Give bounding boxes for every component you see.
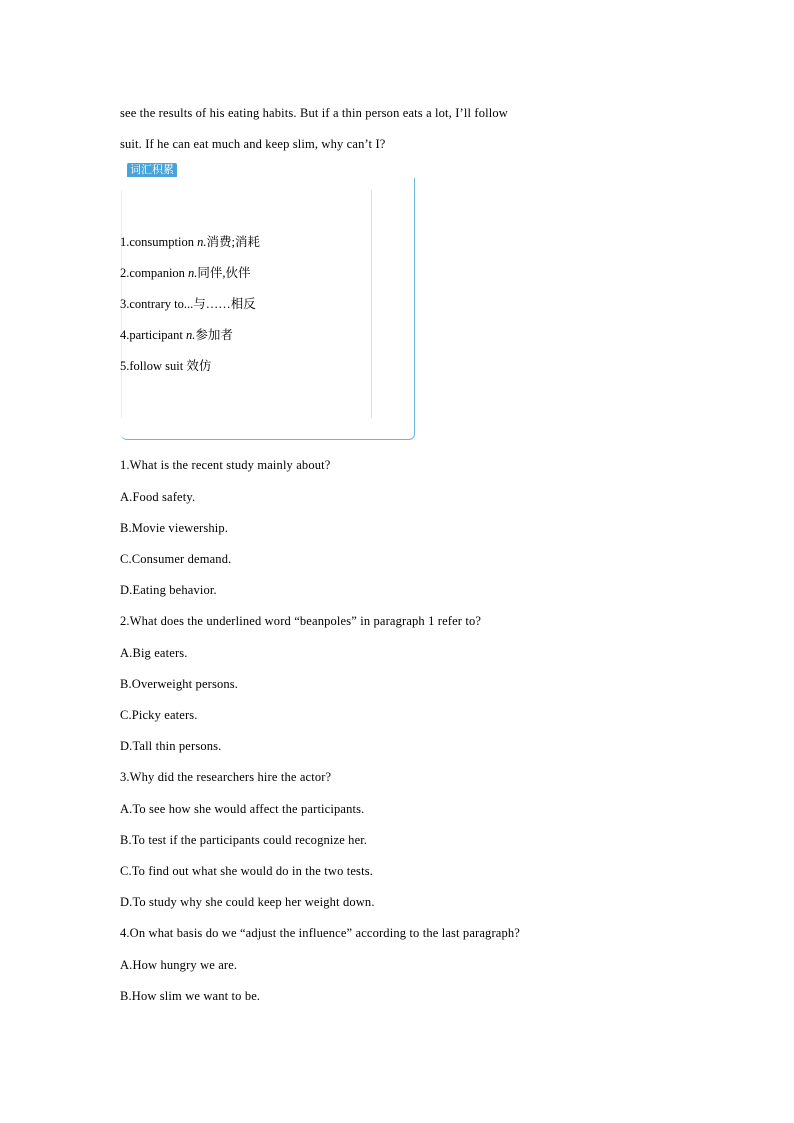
question-stem: 4.On what basis do we “adjust the influence” according to the last paragraph? xyxy=(120,926,520,940)
answer-option[interactable]: B.Movie viewership. xyxy=(120,521,229,535)
question-stem: 3.Why did the researchers hire the actor? xyxy=(120,770,332,784)
answer-option[interactable]: B.Overweight persons. xyxy=(120,677,239,691)
answer-option[interactable]: A.To see how she would affect the participants. xyxy=(120,802,365,816)
answer-option[interactable]: A.How hungry we are. xyxy=(120,958,238,972)
vocab-item: 2.companion n.同伴,伙伴 xyxy=(120,266,251,280)
vocab-item: 1.consumption n.消费;消耗 xyxy=(120,235,260,249)
answer-option[interactable]: D.Tall thin persons. xyxy=(120,739,222,753)
answer-option[interactable]: C.To find out what she would do in the two tests. xyxy=(120,864,373,878)
answer-option[interactable]: C.Consumer demand. xyxy=(120,552,232,566)
vocab-item: 4.participant n.参加者 xyxy=(120,328,233,342)
question-stem: 1.What is the recent study mainly about? xyxy=(120,458,331,472)
answer-option[interactable]: D.To study why she could keep her weight down. xyxy=(120,895,375,909)
vocab-box-inner-rule xyxy=(371,190,372,418)
vocab-item: 3.contrary to...与……相反 xyxy=(120,297,256,311)
vocab-item: 5.follow suit 效仿 xyxy=(120,359,212,373)
answer-option[interactable]: A.Big eaters. xyxy=(120,646,188,660)
answer-option[interactable]: B.How slim we want to be. xyxy=(120,989,261,1003)
vocab-tag: 词汇积累 xyxy=(127,163,177,177)
answer-option[interactable]: D.Eating behavior. xyxy=(120,583,217,597)
answer-option[interactable]: C.Picky eaters. xyxy=(120,708,198,722)
passage-line-1: see the results of his eating habits. But if a thin person eats a lot, I’ll follow xyxy=(120,106,508,120)
passage-line-2: suit. If he can eat much and keep slim, why can’t I? xyxy=(120,137,386,151)
answer-option[interactable]: A.Food safety. xyxy=(120,490,196,504)
question-stem: 2.What does the underlined word “beanpoles” in paragraph 1 refer to? xyxy=(120,614,482,628)
answer-option[interactable]: B.To test if the participants could recognize her. xyxy=(120,833,368,847)
